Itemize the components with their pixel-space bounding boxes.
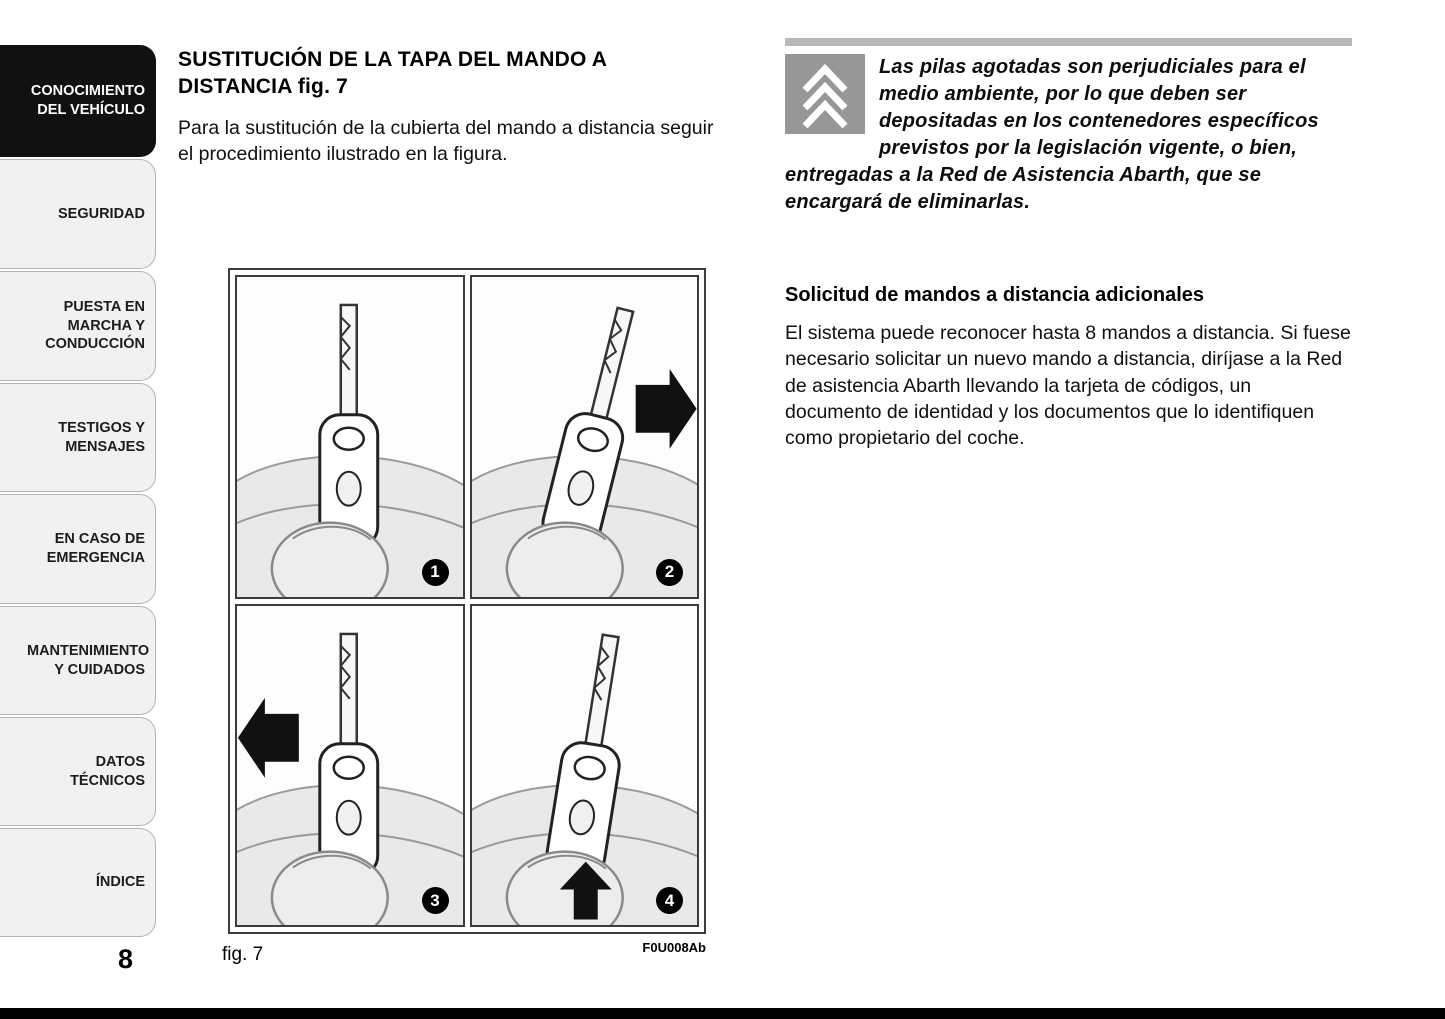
- section-body: El sistema puede reconocer hasta 8 mandos a distancia. Si fuese necesario solicitar un nuevo mando a distancia, diríjase a la Red de asistencia Abarth llevando la tarjeta de códigos, un documento de identidad y los documentos que lo identifiquen como propietario del coche.: [785, 322, 1351, 450]
- figure-panel-3: [235, 604, 465, 928]
- figure-panel-4: [470, 604, 700, 928]
- sidebar-item-indice[interactable]: [0, 828, 156, 937]
- sidebar: [0, 0, 158, 1019]
- figure-code: F0U008Ab: [642, 940, 706, 955]
- sidebar-item-label: TESTIGOS Y MENSAJES: [58, 419, 145, 455]
- page-bottom-edge: [0, 1008, 1445, 1019]
- step-number-badge: 4: [656, 887, 683, 914]
- sidebar-item-label: SEGURIDAD: [57, 205, 145, 222]
- intro-paragraph: Para la sustitución de la cubierta del mando a distancia seguir el procedimiento ilustrado en la figura.: [178, 117, 714, 166]
- step-number-badge: 3: [422, 887, 449, 914]
- figure-7: [228, 268, 706, 934]
- recycling-tree-icon: [785, 54, 865, 134]
- page-number: 8: [118, 944, 134, 974]
- figure-panel-1: [235, 275, 465, 599]
- key-fob-illustration: [472, 277, 698, 597]
- sidebar-item-label: ÍNDICE: [95, 874, 145, 891]
- sidebar-item-label: MANTENIMIENTO Y CUIDADOS: [27, 642, 150, 678]
- page-title: SUSTITUCIÓN DE LA TAPA DEL MANDO A DISTANCIA fig. 7: [178, 48, 607, 98]
- sidebar-item-label: EN CASO DE EMERGENCIA: [46, 531, 145, 566]
- figure-panel-2: [470, 275, 700, 599]
- step-number-badge: 2: [656, 559, 683, 586]
- warning-text: Las pilas agotadas son perjudiciales para el medio ambiente, por lo que deben ser depositadas en los contenedores específicos previstos por la legislación vigente, o bien, entregadas a la Red de Asistencia Abarth, que se encargará de eliminarlas.: [785, 56, 1319, 213]
- sidebar-item-datos-tecnicos[interactable]: [0, 717, 156, 826]
- sidebar-item-en-caso-de-emergencia[interactable]: [0, 494, 156, 604]
- sidebar-item-label: CONOCIMIENTO DEL VEHÍCULO: [30, 83, 145, 118]
- step-number-badge: 1: [422, 559, 449, 586]
- section-heading: Solicitud de mandos a distancia adicionales: [785, 284, 1205, 306]
- figure-caption: fig. 7: [222, 944, 264, 965]
- right-column: [785, 0, 1352, 1019]
- sidebar-item-label: DATOS TÉCNICOS: [70, 753, 145, 789]
- sidebar-item-puesta-en-marcha[interactable]: [0, 271, 156, 381]
- sidebar-item-mantenimiento-y-cuidados[interactable]: [0, 606, 156, 715]
- sidebar-item-conocimiento-del-vehiculo[interactable]: [0, 45, 156, 157]
- environment-warning: [785, 54, 1352, 216]
- sidebar-item-label: PUESTA EN MARCHA Y CONDUCCIÓN: [45, 298, 145, 353]
- key-fob-illustration: [237, 277, 463, 597]
- key-fob-illustration: [237, 606, 463, 926]
- section-divider-bar: [785, 38, 1352, 46]
- key-fob-illustration: [472, 606, 698, 926]
- main-content: [178, 0, 738, 1019]
- sidebar-item-seguridad[interactable]: [0, 159, 156, 269]
- sidebar-item-testigos-y-mensajes[interactable]: [0, 383, 156, 492]
